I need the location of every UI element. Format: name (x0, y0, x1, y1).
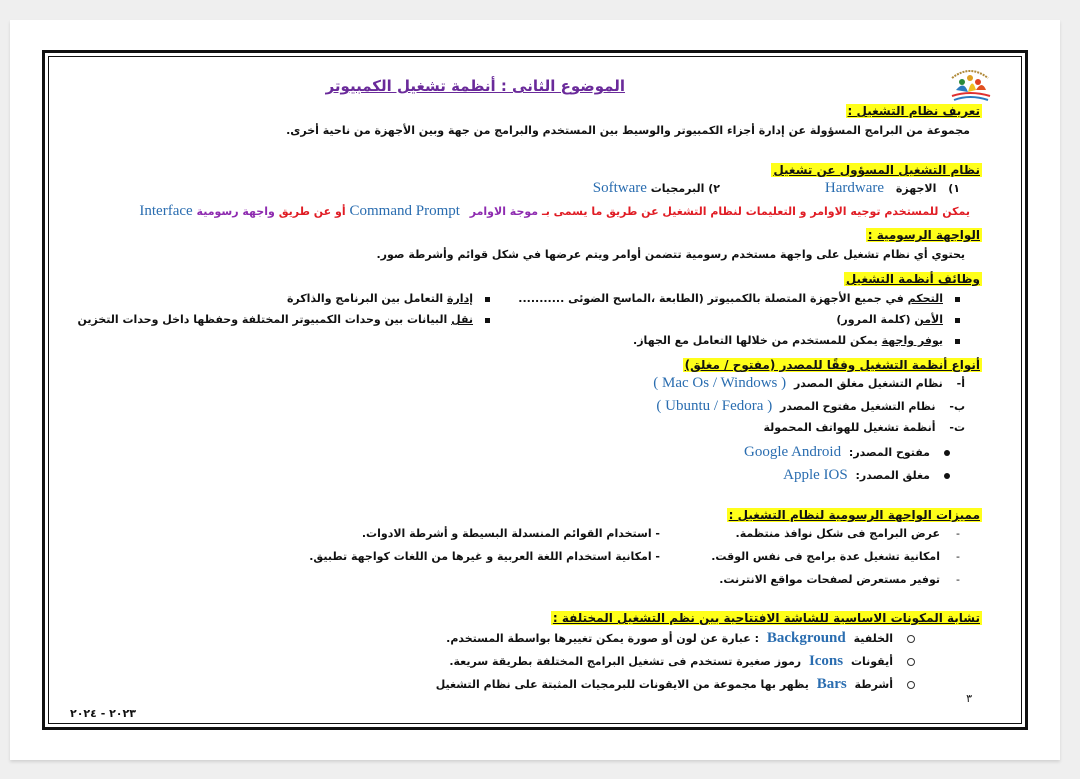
feature-item: -امكانية تشغيل عدة برامج فى نفس الوقت. (711, 550, 960, 563)
type-item: أ- نظام التشغيل مغلق المصدر ( Mac Os / Windows ) (653, 375, 965, 391)
definition-text: مجموعة من البرامج المسؤولة عن إدارة أجزاء الكمبيوتر والوسيط بين المستخدم والبرامج من جهة وبين الأجهزة من ناحية أخرى. (286, 124, 970, 137)
features-heading: مميزات الواجهة الرسومية لنظام التشغيل : (728, 508, 980, 522)
types-heading: أنواع أنظمة التشغيل وفقًا للمصدر (مفتوح / مغلق) (684, 358, 980, 372)
responsible-item-software: ٢) البرمجيات Software (592, 180, 720, 196)
feature-item: - امكانية استخدام اللغة العربية و غيرها من اللغات كواجهة تطبيق. (309, 550, 660, 563)
components-heading: تشابة المكونات الاساسية للشاشة الافتتاحية بين نظم التشغيل المختلفة : (552, 611, 980, 625)
academic-year: ٢٠٢٣ - ٢٠٢٤ (70, 707, 136, 720)
function-item: الأمن (كلمة المرور) (836, 313, 960, 326)
function-item: نقل البيانات بين وحدات الكمبيوتر المختلفة وحفظها داخل وحدات التخزين (77, 313, 490, 326)
feature-item: -عرض البرامج فى شكل نوافذ منتظمة. (735, 527, 960, 540)
functions-heading: وظائف أنظمة التشغيل (845, 272, 980, 286)
component-item: أشرطة Bars يظهر بها مجموعة من الايقونات للبرمجيات المثبتة على نظام التشغيل (436, 676, 915, 693)
function-item: التحكم في جميع الأجهزة المتصلة بالكمبيوتر (الطابعة ،الماسح الضوئى ........... (518, 292, 960, 305)
feature-item: - استخدام القوائم المنسدلة البسيطة و أشرطة الادوات. (361, 527, 660, 540)
mobile-os-item: مغلق المصدر: Apple IOS (783, 467, 950, 484)
type-item: ب- نظام التشغيل مفتوح المصدر ( Ubuntu / Fedora ) (656, 398, 965, 414)
feature-item: -توفير مستعرض لصفحات مواقع الانترنت. (719, 573, 960, 586)
command-interface-note: يمكن للمستخدم توجيه الاوامر و التعليمات لنظام التشغيل عن طريق ما يسمى بـ موجة الاوامر Command Prompt أو عن طريق واجهة رسومية Interface (139, 203, 970, 219)
page-number: ٣ (966, 692, 972, 705)
gui-text: يحتوي أي نظام تشغيل على واجهة مستخدم رسومية تتضمن أوامر ويتم عرضها في شكل قوائم وأشرطة صور. (376, 248, 965, 261)
document-page (10, 20, 1060, 760)
component-item: الخلفية Background : عبارة عن لون أو صورة يمكن تغييرها بواسطة المستخدم. (446, 630, 915, 647)
component-item: أيقونات Icons رموز صغيرة تستخدم فى تشغيل البرامج المختلفة بطريقة سريعة. (449, 653, 915, 670)
gui-heading: الواجهة الرسومية : (867, 228, 980, 242)
type-item: ت- أنظمة تشغيل للهواتف المحمولة (763, 421, 965, 434)
function-item: إدارة التعامل بين البرنامج والذاكرة (287, 292, 490, 305)
mobile-os-item: مفتوح المصدر: Google Android (744, 444, 950, 461)
function-item: يوفر واجهة يمكن للمستخدم من خلالها التعامل مع الجهاز. (633, 334, 960, 347)
definition-heading: تعريف نظام التشغيل : (847, 104, 980, 118)
page-title: الموضوع الثانى : أنظمة تشغيل الكمبيوتر (325, 77, 625, 95)
responsible-item-hardware: ١) الاجهزة Hardware (824, 180, 960, 196)
responsible-heading: نظام التشغيل المسؤول عن تشغيل (773, 163, 980, 177)
